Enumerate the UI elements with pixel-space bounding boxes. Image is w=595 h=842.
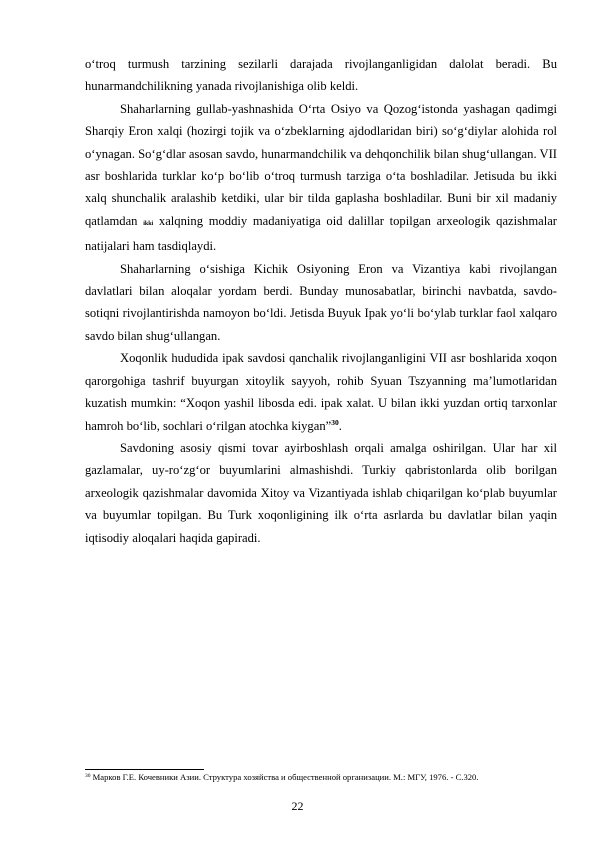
page-number: 22 bbox=[291, 799, 304, 813]
paragraph-silk-trade bbox=[85, 347, 557, 437]
footnote-reference[interactable]: 30 bbox=[331, 417, 339, 427]
body-text bbox=[85, 53, 557, 549]
paragraph-text: Savdoning asosiy qismi tovar ayirboshlash orqali amalga oshirilgan. Ular har xil gazlamalar, uy-ro‘zg‘or buyumlarini almashishdi. Turkiy qabristonlarda olib borilgan arxeologik qazishmalar davomida Xitoy va Vizantiyada ishlab chiqarilgan ko‘plab buyumlar va buyumlar topilgan. Bu Turk xoqonligining ilk o‘rta asrlarda bu davlatlar bilan yaqin iqtisodiy aloqalari haqida gapiradi. bbox=[85, 440, 557, 545]
paragraph-text: . bbox=[338, 418, 342, 433]
paragraph-trade-relations bbox=[85, 258, 557, 348]
footnote bbox=[85, 772, 557, 783]
footnote-divider bbox=[85, 769, 204, 770]
paragraph-text: Shaharlarning o‘sishiga Kichik Osiyoning Eron va Vizantiya kabi rivojlangan davlatlari bilan aloqalar yordam berdi. Bunday munosabatlar, birinchi navbatda, savdo-sotiqni rivojlantirishda namoyon bo‘ldi. Jetisda Buyuk Ipak yo‘li bo‘ylab turklar faol xalqaro savdo bilan shug‘ullangan. bbox=[85, 261, 557, 343]
footnote-number: 30 bbox=[85, 773, 91, 779]
footnote-text: Марков Г.Е. Кочевники Азии. Структура хозяйства и общественной организации. М.: МГУ, 1976. - С.320. bbox=[92, 772, 479, 782]
paragraph-text: xalqning moddiy madaniyatiga oid dalillar topilgan arxeologik qazishmalar natijalari ham tasdiqlaydi. bbox=[85, 213, 557, 254]
paragraph-barter bbox=[85, 437, 557, 549]
paragraph-sogdians bbox=[85, 98, 557, 258]
paragraph-text: o‘troq turmush tarzining sezilarli darajada rivojlanganligidan dalolat beradi. Bu hunarmandchilikning yanada rivojlanishiga olib keldi. bbox=[85, 57, 557, 94]
paragraph-text: Xoqonlik hududida ipak savdosi qanchalik rivojlanganligini VII asr boshlarida xoqon qarorgohiga tashrif buyurgan xitoylik sayyoh, rohib Syuan Tszyanning ma’lumotlaridan kuzatish mumkin: “Xoqon yashil libosda edi. ipak xalat. U bilan ikki yuzdan ortiq tarxonlar hamroh bo‘lib, sochlari o‘rilgan atochka kiygan” bbox=[85, 351, 557, 433]
paragraph-continuation bbox=[85, 53, 557, 98]
paragraph-text: Shaharlarning gullab-yashnashida O‘rta Osiyo va Qozog‘istonda yashagan qadimgi Sharqiy Eron xalqi (hozirgi tojik va o‘zbeklarning ajdodlaridan biri) so‘g‘diylar alohida rol o‘ynagan. So‘g‘dlar asosan savdo, hunarmandchilik va dehqonchilik bilan shug‘ullangan. VII asr boshlarida turklar ko‘p bo‘lib o‘troq turmush tarziga o‘ta boshladilar. Jetisuda bu ikki xalq shunchalik aralashib ketdiki, ular bir tilda gaplasha boshladilar. Buni bir xil madaniy qatlamdan bbox=[85, 101, 557, 228]
inline-small-word: ikki bbox=[143, 220, 154, 227]
